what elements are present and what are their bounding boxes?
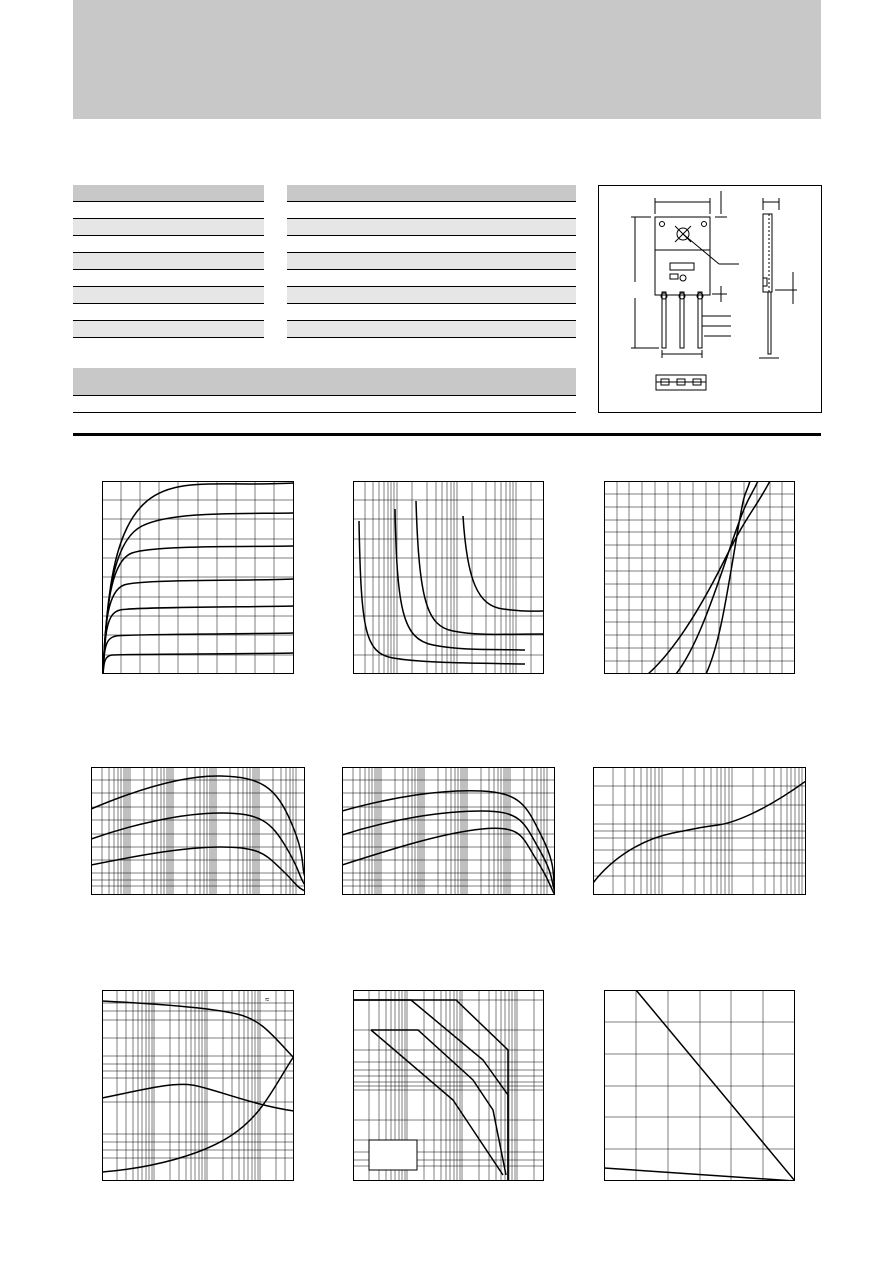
graph-9 bbox=[604, 990, 795, 1181]
graph-6 bbox=[593, 767, 806, 895]
graph-9-curve-1 bbox=[636, 990, 795, 1181]
hfe-rank-table bbox=[73, 368, 576, 413]
graph-2-curve-2 bbox=[395, 509, 525, 650]
graph-8 bbox=[353, 990, 544, 1181]
graph-7-curve-3 bbox=[102, 1056, 294, 1172]
graph-2 bbox=[353, 481, 544, 674]
graph-8-legend-box bbox=[369, 1140, 417, 1170]
electrical-characteristics-table bbox=[287, 185, 576, 338]
graph-3 bbox=[604, 481, 795, 674]
graph-7 bbox=[102, 990, 294, 1181]
graph-5-curve-3 bbox=[342, 828, 555, 895]
graph-1 bbox=[102, 481, 294, 674]
graph-7-symbol: ≈ bbox=[265, 995, 270, 1004]
section-divider bbox=[73, 433, 821, 436]
absolute-max-ratings-table bbox=[73, 185, 264, 338]
graph-3-curve-1 bbox=[648, 481, 770, 674]
header-band bbox=[73, 0, 821, 119]
package-outline-drawing bbox=[599, 186, 821, 412]
graph-5-curve-1 bbox=[342, 791, 555, 889]
graph-2-curve-3 bbox=[416, 501, 544, 634]
package-outline-box bbox=[598, 185, 822, 413]
graph-5 bbox=[342, 767, 555, 895]
graph-7-curve-1 bbox=[102, 1001, 294, 1058]
graph-3-curve-2 bbox=[676, 481, 758, 674]
graph-7-curve-2 bbox=[102, 1084, 294, 1111]
graph-4 bbox=[91, 767, 305, 895]
graph-9-curve-2 bbox=[604, 1168, 795, 1181]
